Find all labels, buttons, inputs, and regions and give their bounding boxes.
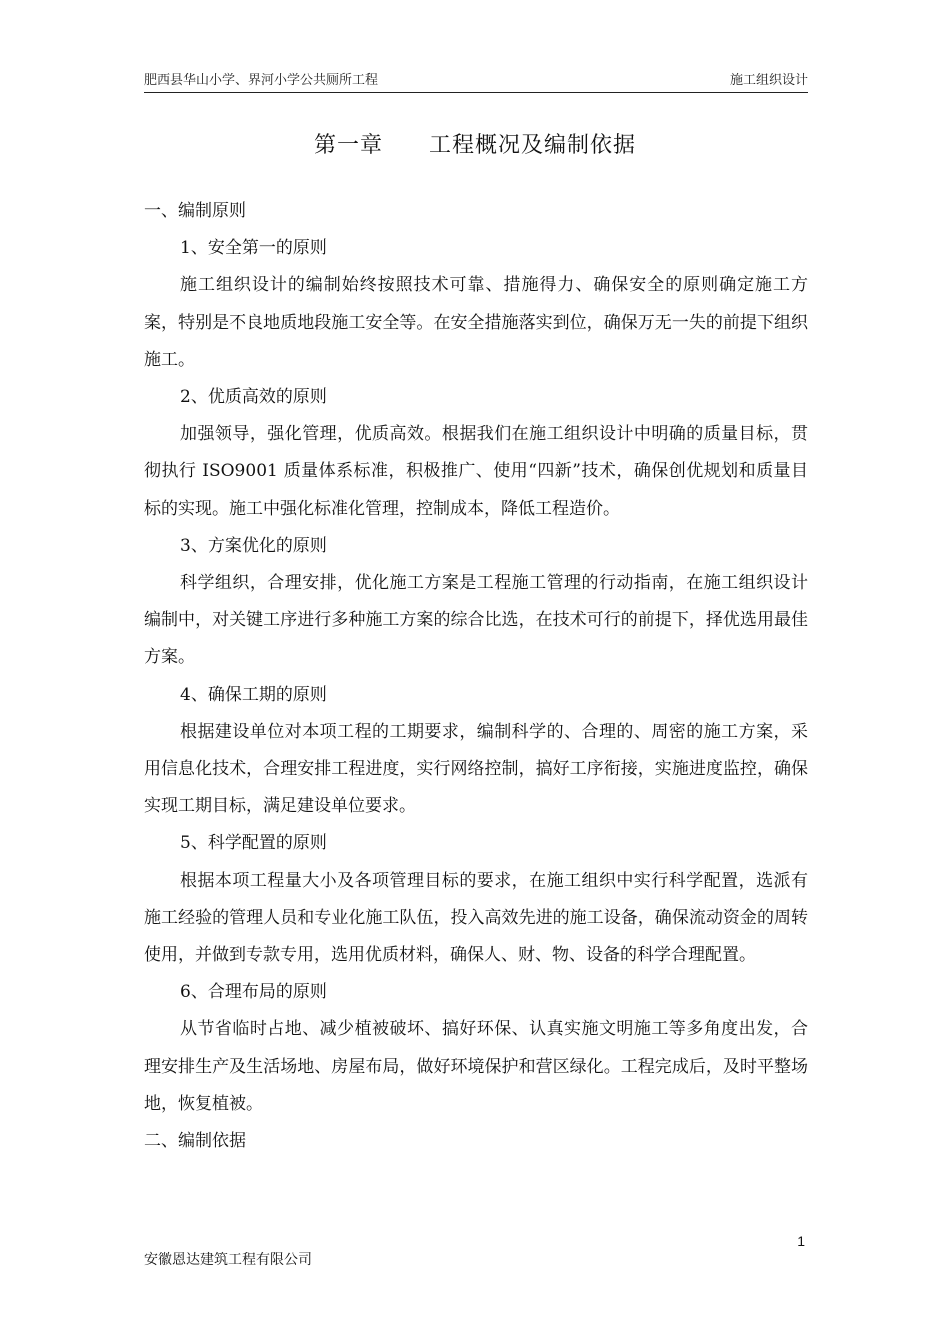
- principle-4-text: 根据建设单位对本项工程的工期要求，编制科学的、合理的、周密的施工方案，采用信息化技术，合理安排工程进度，实行网络控制，搞好工序衔接，实施进度监控，确保实现工期目标，满足建设单位要求。: [144, 721, 808, 817]
- header-document-type: 施工组织设计: [729, 73, 808, 88]
- principle-2-text: 加强领导，强化管理，优质高效。根据我们在施工组织设计中明确的质量目标，贯彻执行 ISO9001 质量体系标准，积极推广、使用“四新”技术，确保创优规划和质量目标的实现。施工中强化标准化管理，控制成本，降低工程造价。: [144, 424, 808, 519]
- principle-4-title: 4、确保工期的原则: [180, 684, 327, 705]
- section-heading-basis: 二、编制依据: [144, 1131, 246, 1152]
- chapter-title: 第一章 工程概况及编制依据: [313, 133, 636, 158]
- principle-1-title: 1、安全第一的原则: [180, 238, 327, 259]
- principle-5-text: 根据本项工程量大小及各项管理目标的要求，在施工组织中实行科学配置，选派有施工经验的管理人员和专业化施工队伍，投入高效先进的施工设备，确保流动资金的周转使用，并做到专款专用，选用优质材料，确保人、财、物、设备的科学合理配置。: [144, 870, 808, 966]
- document-body: [144, 193, 808, 1160]
- header-project-name: 肥西县华山小学、界河小学公共厕所工程: [144, 73, 379, 88]
- principle-3-text: 科学组织，合理安排，优化施工方案是工程施工管理的行动指南，在施工组织设计编制中，对关键工序进行多种施工方案的综合比选，在技术可行的前提下，择优选用最佳方案。: [144, 573, 808, 668]
- page-header: [144, 72, 808, 93]
- page-number: 1: [797, 1233, 805, 1249]
- principle-3-title: 3、方案优化的原则: [180, 535, 327, 556]
- principle-6-text: 从节省临时占地、减少植被破坏、搞好环保、认真实施文明施工等多角度出发，合理安排生产及生活场地、房屋布局，做好环境保护和营区绿化。工程完成后，及时平整场地，恢复植被。: [144, 1019, 808, 1114]
- principle-2-title: 2、优质高效的原则: [180, 387, 327, 408]
- principle-1-text: 施工组织设计的编制始终按照技术可靠、措施得力、确保安全的原则确定施工方案，特别是不良地质地段施工安全等。在安全措施落实到位，确保万无一失的前提下组织施工。: [144, 275, 808, 370]
- principle-5-title: 5、科学配置的原则: [180, 833, 327, 854]
- section-heading-principles: 一、编制原则: [144, 201, 246, 221]
- footer-company-name: 安徽恩达建筑工程有限公司: [144, 1252, 312, 1268]
- principle-6-title: 6、合理布局的原则: [180, 982, 327, 1003]
